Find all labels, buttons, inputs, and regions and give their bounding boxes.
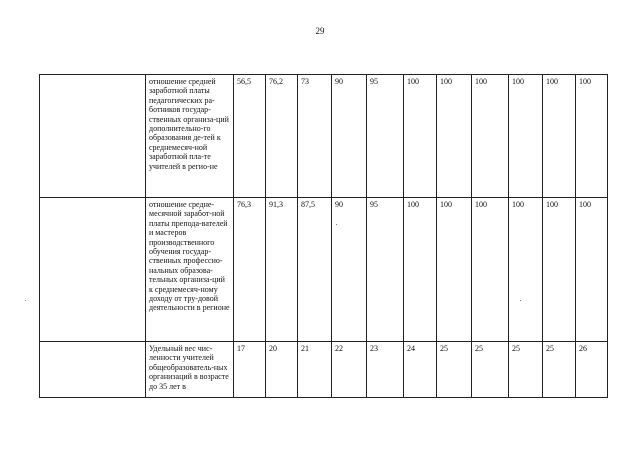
value-cell: 100 (509, 75, 543, 198)
value-cell: 100 (437, 75, 472, 198)
table-row (40, 75, 608, 198)
scan-speck (25, 300, 26, 301)
value-cell: 25 (509, 342, 543, 398)
value-cell: 95 (367, 198, 404, 342)
table-row (40, 198, 608, 342)
indicator-label: отношение средне-месячной заработ-ной платы препода-вателей и мастеров производственного обучения государ-ственных профессио-нальных образова-тельных организа-ций к среднемесяч-ному доходу от тру-довой деятельности в регионе (146, 198, 234, 342)
value-cell: 91,3 (266, 198, 298, 342)
value-cell: 100 (472, 75, 509, 198)
value-cell: 100 (543, 75, 576, 198)
value-cell: 22 (332, 342, 367, 398)
value-cell: 87,5 (298, 198, 332, 342)
value-cell: 25 (543, 342, 576, 398)
indicator-table (39, 74, 608, 398)
value-cell: 20 (266, 342, 298, 398)
value-cell: 25 (437, 342, 472, 398)
value-cell: 100 (576, 198, 608, 342)
value-cell: 90 (332, 198, 367, 342)
value-cell: 76,3 (234, 198, 266, 342)
value-cell: 26 (576, 342, 608, 398)
value-cell: 56,5 (234, 75, 266, 198)
value-cell: 100 (576, 75, 608, 198)
value-cell: 100 (472, 198, 509, 342)
value-cell: 100 (543, 198, 576, 342)
table-row (40, 342, 608, 398)
value-cell: 23 (367, 342, 404, 398)
value-cell: 100 (437, 198, 472, 342)
scan-speck (520, 300, 521, 301)
page-number: 29 (315, 26, 325, 36)
indicator-label: Удельный вес чис-ленности учителей общеобразователь-ных организаций в возрасте до 35 лет в (146, 342, 234, 398)
indicator-label: отношение средней заработной платы педагогических ра-ботников государ-ственных организа-ций дополнительно-го образования де-тей к среднемесяч-ной заработной пла-те учителей в регио-не (146, 75, 234, 198)
scan-speck (336, 224, 337, 225)
value-cell: 76,2 (266, 75, 298, 198)
value-cell: 73 (298, 75, 332, 198)
value-cell: 100 (404, 75, 437, 198)
value-cell: 100 (509, 198, 543, 342)
value-cell: 21 (298, 342, 332, 398)
empty-cell (40, 198, 146, 342)
value-cell: 25 (472, 342, 509, 398)
value-cell: 90 (332, 75, 367, 198)
empty-cell (40, 75, 146, 198)
value-cell: 24 (404, 342, 437, 398)
value-cell: 17 (234, 342, 266, 398)
value-cell: 95 (367, 75, 404, 198)
value-cell: 100 (404, 198, 437, 342)
empty-cell (40, 342, 146, 398)
